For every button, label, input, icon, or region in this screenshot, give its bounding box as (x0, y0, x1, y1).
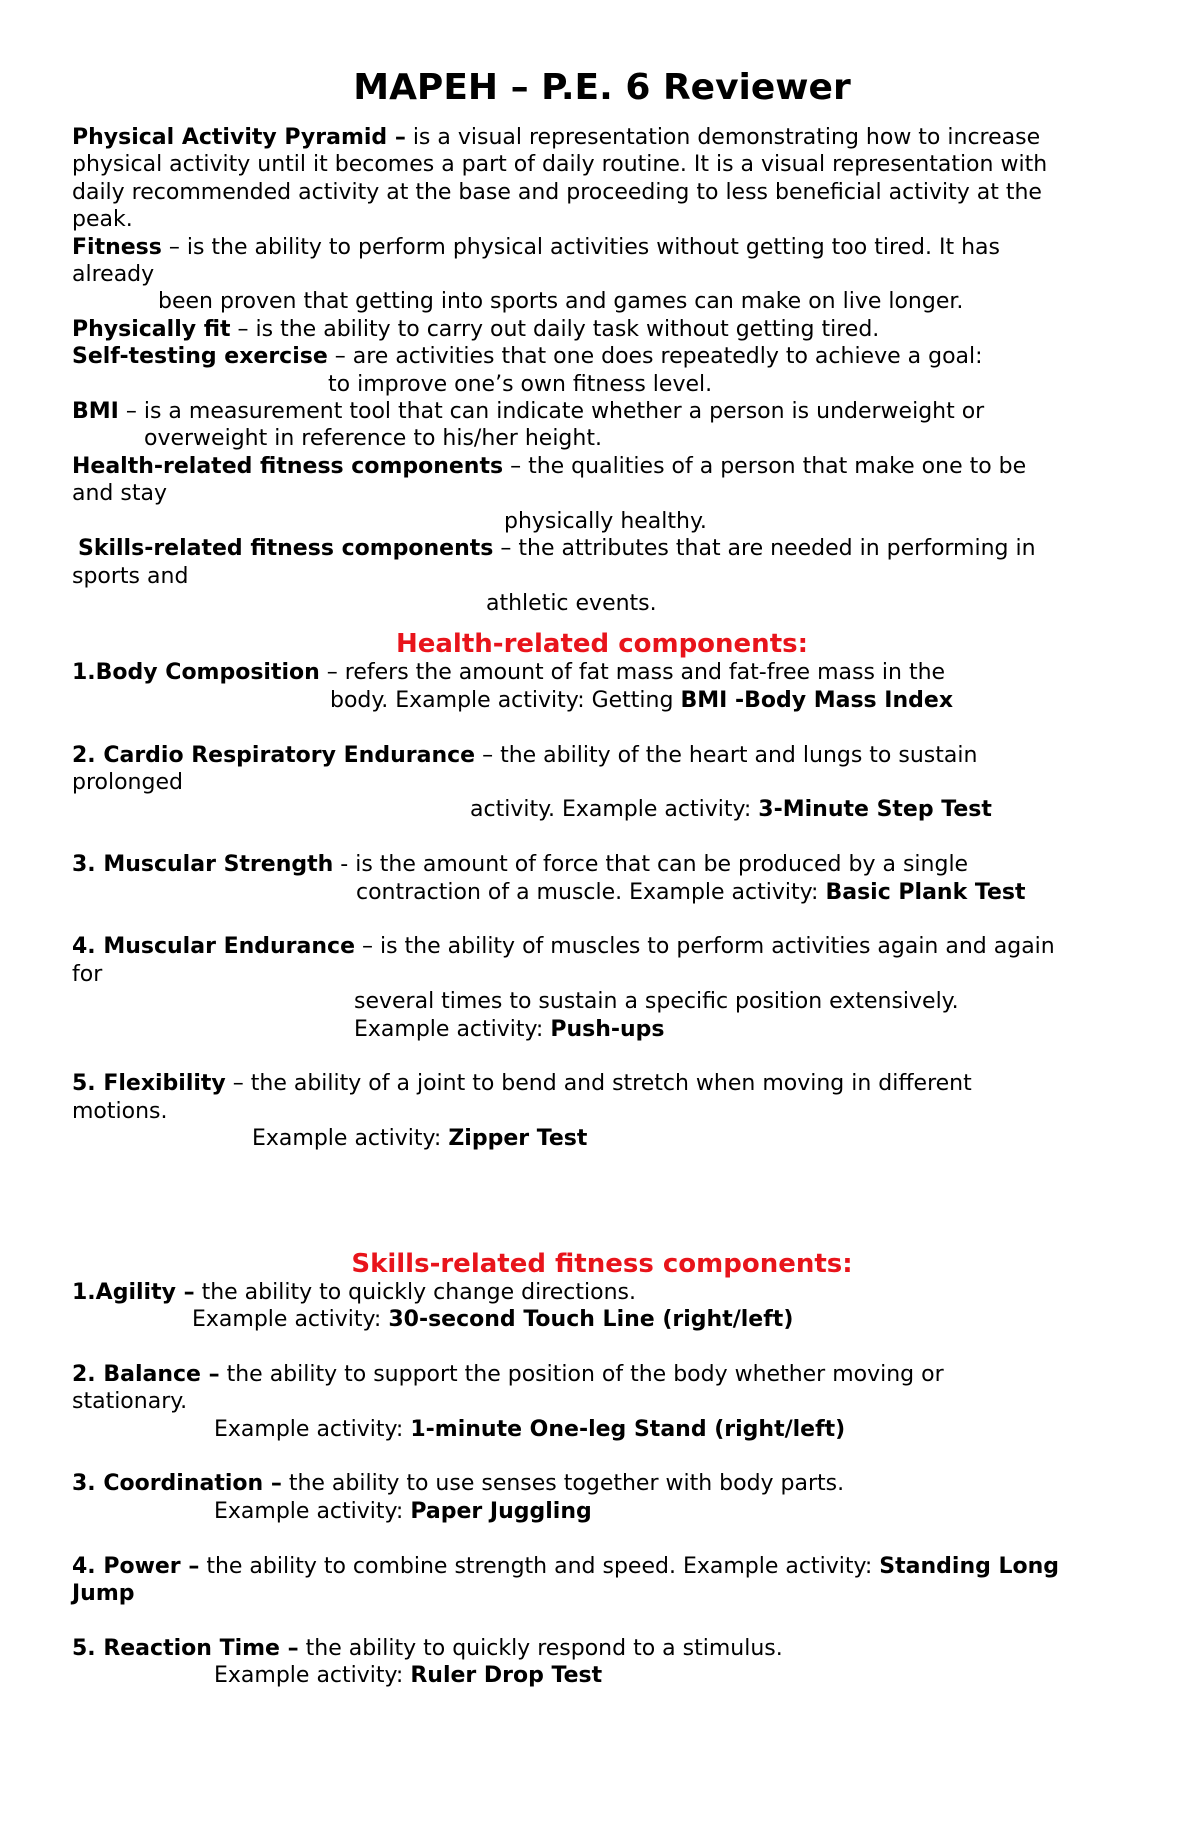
item-text: Example activity: (354, 1016, 551, 1042)
item-text: prolonged (72, 769, 183, 795)
item-text: Example activity: (214, 1498, 411, 1524)
example-activity: 30-second Touch Line (right/left) (388, 1306, 794, 1332)
term: 3. Coordination – (72, 1471, 282, 1497)
example-activity: 1-minute One-leg Stand (right/left) (410, 1416, 846, 1442)
term: Fitness (72, 234, 162, 260)
skills-item-balance (72, 1361, 1132, 1443)
item-text: Example activity: (252, 1126, 449, 1152)
item-text: – is the ability of muscles to perform activities again and again (355, 934, 1055, 960)
item-text: the ability to quickly change directions. (194, 1279, 636, 1305)
skills-item-coordination (72, 1470, 1132, 1525)
definition-text: athletic events. (486, 590, 657, 616)
definition-text: – the qualities of a person that make one to be (503, 453, 1027, 479)
item-text: the ability to use senses together with body parts. (281, 1471, 845, 1497)
term: Physical Activity Pyramid – (72, 125, 406, 150)
item-text: - is the amount of force that can be produced by a single (333, 852, 969, 878)
definition-self-testing-exercise (72, 343, 1132, 398)
definition-text: physically healthy. (504, 508, 707, 534)
item-text: body. Example activity: Getting (330, 687, 681, 713)
health-item-muscular-strength (72, 851, 1132, 906)
item-text: the ability to support the position of the body whether moving or (219, 1361, 944, 1387)
definition-text: already (72, 262, 155, 288)
health-item-flexibility (72, 1070, 1132, 1152)
term: 4. Muscular Endurance (72, 934, 355, 960)
item-text: – the ability of a joint to bend and stretch when moving in different (225, 1071, 972, 1097)
example-activity: 3-Minute Step Test (758, 797, 992, 823)
item-text: for (72, 961, 103, 987)
definition-text: daily recommended activity at the base and proceeding to less beneficial activity at the (72, 179, 1042, 205)
definition-text: sports and (72, 563, 189, 589)
definition-health-related-fitness-components (72, 453, 1132, 535)
term: Self-testing exercise (72, 344, 328, 370)
item-text: – the ability of the heart and lungs to sustain (475, 742, 978, 768)
term: 1.Agility – (72, 1279, 195, 1305)
example-activity: Paper Juggling (410, 1498, 592, 1524)
item-text: Example activity: (214, 1416, 411, 1442)
definition-text: and stay (72, 481, 167, 507)
definition-text: is a visual representation demonstrating how to increase (405, 125, 1041, 150)
item-text: several times to sustain a specific position extensively. (354, 989, 959, 1015)
health-components-heading: Health-related components: (395, 629, 808, 660)
item-text: the ability to combine strength and speed. Example activity: (199, 1553, 880, 1579)
example-activity: Ruler Drop Test (410, 1663, 603, 1689)
health-item-body-composition (72, 659, 1132, 714)
term: 1.Body Composition (72, 660, 320, 686)
example-activity: Push-ups (550, 1016, 665, 1042)
term: 5. Flexibility (72, 1071, 226, 1097)
example-activity: Basic Plank Test (825, 879, 1026, 905)
term: 2. Cardio Respiratory Endurance (72, 742, 476, 768)
definition-text: – the attributes that are needed in performing in (493, 536, 1036, 562)
example-activity: Jump (72, 1580, 135, 1606)
definition-skills-related-fitness-components (72, 535, 1132, 617)
example-activity: BMI -Body Mass Index (680, 687, 954, 713)
skills-item-agility (72, 1279, 1132, 1334)
health-item-cardio-respiratory-endurance (72, 742, 1132, 824)
term: 5. Reaction Time – (72, 1635, 299, 1661)
definition-text: – is the ability to carry out daily task without getting tired. (230, 316, 880, 342)
definition-bmi (72, 398, 1132, 453)
health-item-muscular-endurance (72, 933, 1132, 1043)
item-text: motions. (72, 1098, 168, 1124)
item-text: contraction of a muscle. Example activity: (356, 879, 826, 905)
definition-text: been proven that getting into sports and games can make on live longer. (158, 289, 964, 315)
item-text: stationary. (72, 1389, 188, 1415)
skills-components-heading: Skills-related fitness components: (351, 1248, 853, 1279)
term: Health-related fitness components (72, 453, 504, 479)
page-title: MAPEH – P.E. 6 Reviewer (353, 67, 851, 108)
term: 2. Balance – (72, 1361, 220, 1387)
definition-text: – are activities that one does repeatedly to achieve a goal: (327, 344, 983, 370)
definition-text: overweight in reference to his/her height. (144, 426, 602, 452)
term: Physically fit (72, 316, 231, 342)
item-text: – refers the amount of fat mass and fat-free mass in the (319, 660, 946, 686)
term: Skills-related fitness components (78, 536, 494, 562)
skills-item-power (72, 1553, 1132, 1608)
example-activity: Standing Long (879, 1553, 1060, 1579)
definition-physically-fit (72, 316, 1132, 343)
item-text: activity. Example activity: (470, 797, 759, 823)
skills-item-reaction-time (72, 1635, 1132, 1690)
item-text: Example activity: (214, 1663, 411, 1689)
term: 3. Muscular Strength (72, 852, 334, 878)
document-page (72, 64, 1132, 1690)
definition-text: – is a measurement tool that can indicate whether a person is underweight or (118, 399, 985, 425)
definition-text: to improve one’s own fitness level. (328, 371, 713, 397)
term: 4. Power – (72, 1553, 200, 1579)
definition-text: physical activity until it becomes a part of daily routine. It is a visual representation with (72, 152, 1048, 178)
example-activity: Zipper Test (448, 1126, 588, 1152)
definition-fitness (72, 234, 1132, 316)
item-text: the ability to quickly respond to a stimulus. (298, 1635, 783, 1661)
definition-physical-activity-pyramid (72, 124, 1132, 234)
definition-text: – is the ability to perform physical activities without getting too tired. It has (161, 234, 1000, 260)
definition-text: peak. (72, 207, 133, 233)
term: BMI (72, 399, 119, 425)
item-text: Example activity: (192, 1306, 389, 1332)
